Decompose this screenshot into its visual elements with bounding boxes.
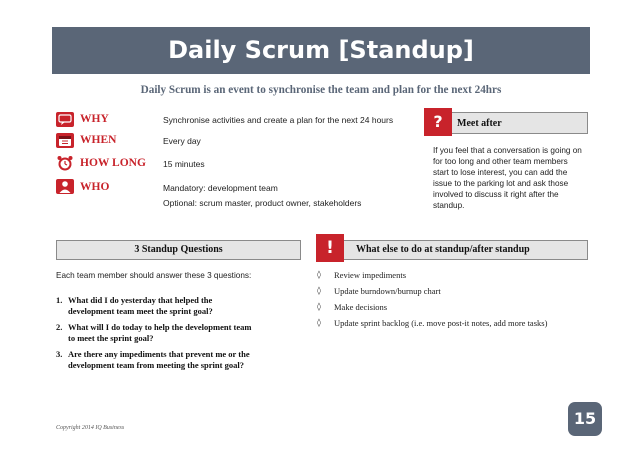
diamond-bullet-icon: ◊	[317, 302, 321, 311]
diamond-bullet-icon: ◊	[317, 286, 321, 295]
list-item: Update sprint backlog (i.e. move post-it notes, add more tasks)	[334, 318, 548, 328]
question-number: 3.	[56, 349, 63, 359]
page-subtitle: Daily Scrum is an event to synchronise the team and plan for the next 24hrs	[140, 84, 502, 96]
meet-after-label: Meet after	[457, 118, 502, 129]
standup-questions-label: 3 Standup Questions	[134, 244, 223, 255]
list-item: Make decisions	[334, 302, 388, 312]
chat-icon	[56, 112, 74, 127]
diamond-bullet-icon: ◊	[317, 318, 321, 327]
row-text-how-long: 15 minutes	[163, 159, 205, 169]
row-label-when: WHEN	[80, 134, 117, 146]
else-to-do-label: What else to do at standup/after standup	[356, 244, 530, 255]
list-item: Update burndown/burnup chart	[334, 286, 441, 296]
row-text-who-optional: Optional: scrum master, product owner, stakeholders	[163, 198, 362, 208]
list-item: Review impediments	[334, 270, 407, 280]
row-label-how-long: HOW LONG	[80, 157, 146, 169]
row-text-why: Synchronise activities and create a plan for the next 24 hours	[163, 115, 394, 125]
question-number: 2.	[56, 322, 63, 332]
questions-intro: Each team member should answer these 3 questions:	[56, 271, 252, 280]
question-item: Are there any impediments that prevent me or the development team from meeting the sprint goal?	[68, 349, 250, 370]
row-label-who: WHO	[80, 181, 110, 193]
question-item: What did I do yesterday that helped the development team meet the sprint goal?	[68, 295, 213, 316]
question-badge-icon: ?	[424, 108, 452, 136]
row-text-when: Every day	[163, 136, 201, 146]
copyright-text: Copyright 2014 IQ Business	[56, 425, 125, 431]
title-bar	[52, 27, 590, 74]
exclamation-badge-icon: !	[316, 234, 344, 262]
page-title: Daily Scrum [Standup]	[168, 36, 474, 64]
person-icon	[56, 179, 74, 194]
standup-questions-header	[56, 240, 301, 260]
row-text-who: Mandatory: development team	[163, 183, 278, 193]
diamond-bullet-icon: ◊	[317, 270, 321, 279]
calendar-icon	[56, 133, 74, 148]
question-number: 1.	[56, 295, 63, 305]
alarm-clock-icon	[56, 155, 74, 170]
question-item: What will I do today to help the development team to meet the sprint goal?	[68, 322, 252, 343]
meet-after-text: If you feel that a conversation is going on for too long and other team members start to lose interest, you can add the issue to the parking lot and ask those involved to discuss it right after the standup.	[433, 146, 582, 210]
row-label-why: WHY	[80, 113, 109, 125]
page-number-badge: 15	[568, 402, 602, 436]
